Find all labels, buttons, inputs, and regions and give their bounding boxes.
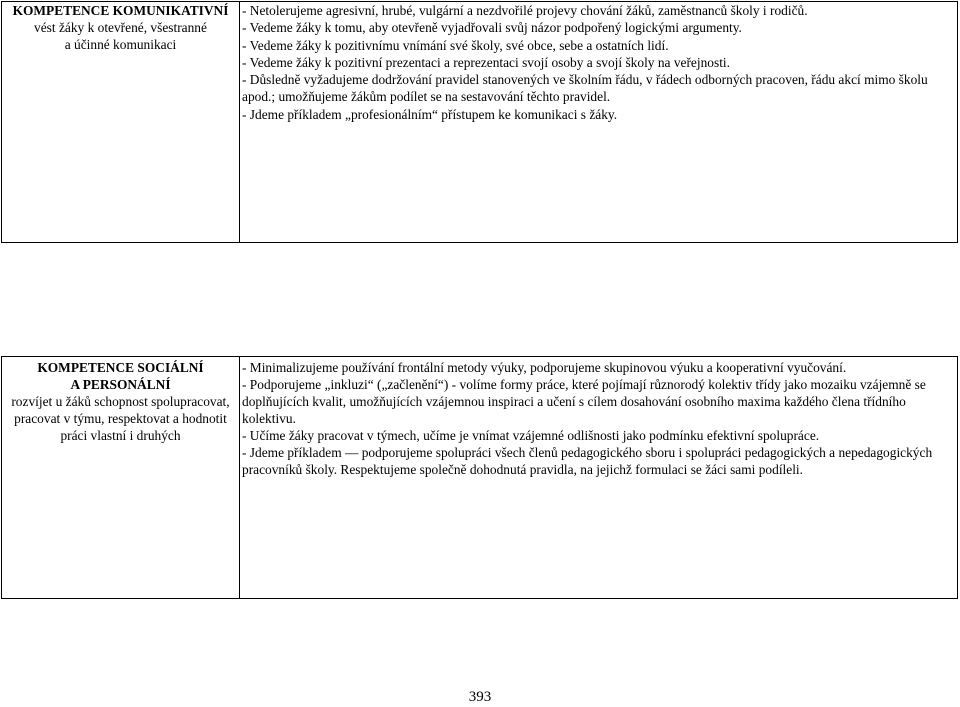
- strategies-cell: [240, 357, 958, 599]
- strategy-item: - Jdeme příkladem — podporujeme spolupráci všech členů pedagogického sboru i spolupráci pedagogických a nepedagogických pracovníků školy. Respektujeme společně dohodnutá pravidla, na jejichž formulaci se žáci sami podíleli.: [242, 445, 933, 477]
- competence-heading: KOMPETENCE KOMUNIKATIVNÍ: [12, 3, 229, 18]
- strategy-item: - Učíme žáky pracovat v týmech, učíme je vnímat vzájemné odlišnosti jako podmínku efektivní spolupráce.: [242, 428, 820, 443]
- competence-heading: KOMPETENCE SOCIÁLNÍ: [37, 360, 204, 375]
- strategy-item: - Důsledně vyžadujeme dodržování pravidel stanovených ve školním řádu, v řádech odborných pracoven, řádu akcí mimo školu apod.; umožňujeme žákům podílet se na sestavování těchto pravidel.: [242, 72, 928, 105]
- strategy-item: - Vedeme žáky k tomu, aby otevřeně vyjadřovali svůj názor podpořený logickými argumenty.: [242, 20, 742, 36]
- competence-description-line: vést žáky k otevřené, všestranné: [34, 20, 207, 35]
- competence-label-cell: [2, 357, 240, 599]
- competence-description-line: rozvíjet u žáků schopnost spolupracovat,: [11, 394, 230, 409]
- strategy-item: - Vedeme žáky k pozitivní prezentaci a reprezentaci svojí osoby a svojí školy na veřejnosti.: [242, 54, 730, 70]
- competence-description-line: pracovat v týmu, respektovat a hodnotit: [14, 411, 227, 426]
- competence-label-cell: [2, 2, 240, 243]
- competence-description-line: práci vlastní i druhých: [60, 428, 181, 443]
- strategy-item: - Podporujeme „inkluzi“ („začlenění“) - volíme formy práce, které pojímají různorodý kolektiv třídy jako mozaiku vzájemně se doplňujících kvalit, umožňujících vzájemnou inspiraci a učení s cílem dosahování osobního maxima každého člena třídního kolektivu.: [242, 377, 926, 426]
- strategy-item: - Netolerujeme agresivní, hrubé, vulgární a nezdvořilé projevy chování žáků, zaměstnanců školy i rodičů.: [242, 3, 808, 18]
- strategy-item: - Vedeme žáky k pozitivnímu vnímání své školy, své obce, sebe a ostatních lidí.: [242, 37, 669, 53]
- page-number: 393: [468, 689, 492, 705]
- strategies-cell: [240, 2, 958, 243]
- social-competence-table: [1, 356, 958, 599]
- competence-heading: A PERSONÁLNÍ: [70, 377, 171, 392]
- communication-competence-table: [1, 1, 958, 243]
- strategy-item: - Minimalizujeme používání frontální metody výuky, podporujeme skupinovou výuku a kooperativní vyučování.: [242, 360, 847, 375]
- strategy-item: - Jdeme příkladem „profesionálním“ přístupem ke komunikaci s žáky.: [242, 106, 618, 122]
- competence-description-line: a účinné komunikaci: [64, 37, 177, 52]
